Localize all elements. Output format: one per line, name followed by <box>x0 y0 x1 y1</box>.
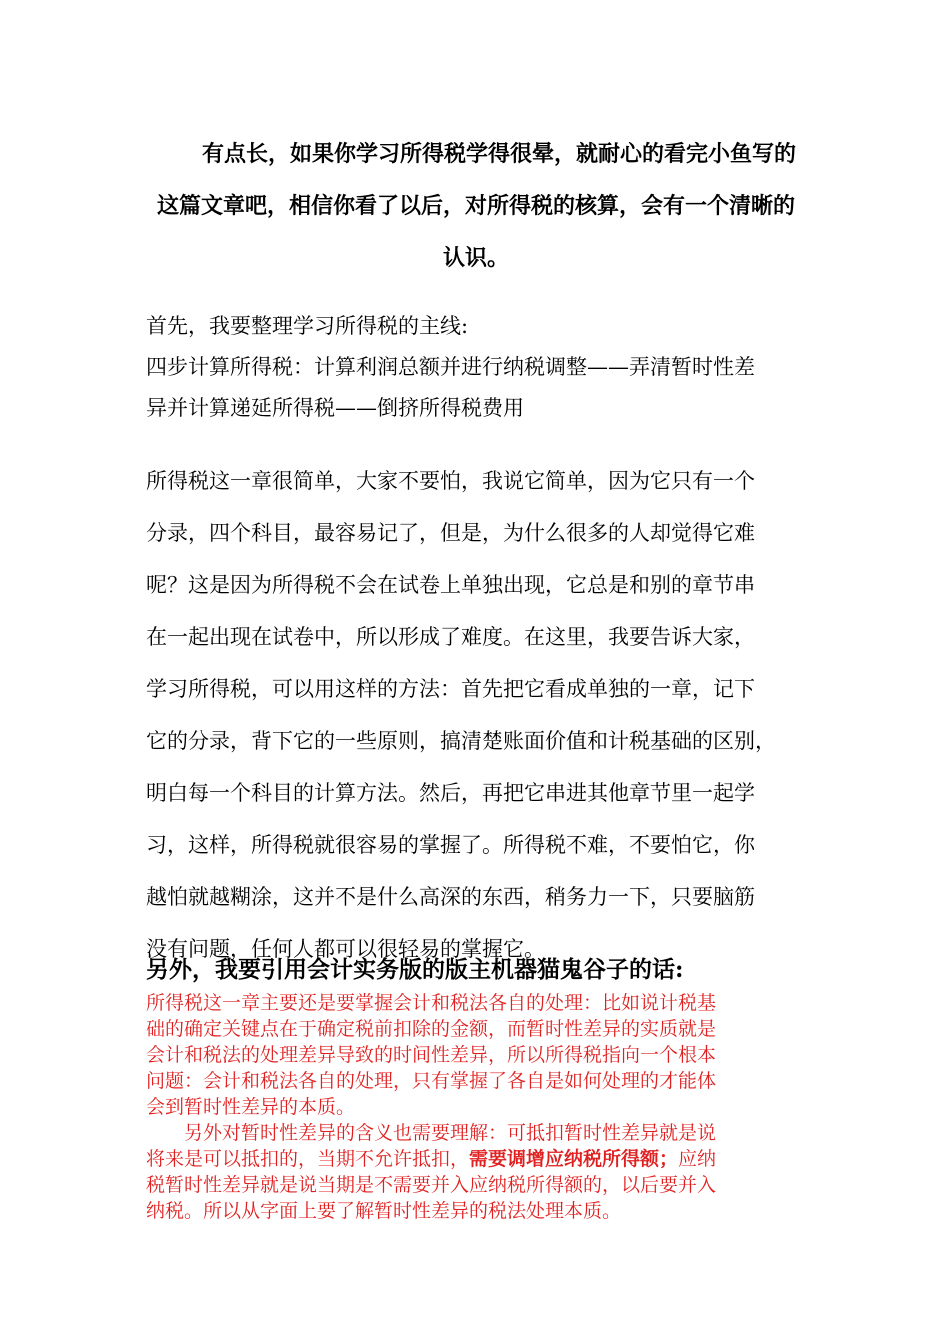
main-line: 明白每一个科目的计算方法。然后，再把它串进其他章节里一起学 <box>146 781 755 805</box>
quote-text: 应纳 <box>678 1148 717 1170</box>
outline-line: 异并计算递延所得税——倒挤所得税费用 <box>146 396 524 420</box>
intro-line: 有点长，如果你学习所得税学得很晕，就耐心的看完小鱼写的 <box>201 141 796 167</box>
quote-line: 纳税。所以从字面上要了解暂时性差异的税法处理本质。 <box>146 1200 622 1222</box>
main-line: 学习所得税，可以用这样的方法：首先把它看成单独的一章，记下 <box>146 677 755 701</box>
quote-emphasis: 需要调增应纳税所得额； <box>469 1148 679 1170</box>
intro-line: 这篇文章吧，相信你看了以后，对所得税的核算，会有一个清晰的 <box>156 193 795 219</box>
quote-block <box>146 990 806 1224</box>
main-line: 越怕就越糊涂，这并不是什么高深的东西，稍务力一下，只要脑筋 <box>146 885 755 909</box>
main-line: 它的分录，背下它的一些原则，搞清楚账面价值和计税基础的区别， <box>146 729 776 753</box>
main-line: 习，这样，所得税就很容易的掌握了。所得税不难，不要怕它，你 <box>146 833 755 857</box>
quote-heading: 另外，我要引用会计实务版的版主机器猫鬼谷子的话: <box>146 956 684 983</box>
main-line: 呢？这是因为所得税不会在试卷上单独出现，它总是和别的章节串 <box>146 573 755 597</box>
main-line: 所得税这一章很简单，大家不要怕，我说它简单，因为它只有一个 <box>146 469 755 493</box>
outline-line: 四步计算所得税：计算利润总额并进行纳税调整——弄清暂时性差 <box>146 355 755 379</box>
quote-line-mixed <box>146 1146 806 1172</box>
quote-line: 税暂时性差异就是说当期是不需要并入应纳税所得额的，以后要并入 <box>146 1174 717 1196</box>
quote-line: 会计和税法的处理差异导致的时间性差异，所以所得税指向一个根本 <box>146 1044 717 1066</box>
quote-line: 另外对暂时性差异的含义也需要理解：可抵扣暂时性差异就是说 <box>184 1122 717 1144</box>
quote-line: 所得税这一章主要还是要掌握会计和税法各自的处理：比如说计税基 <box>146 992 717 1014</box>
quote-text: 将来是可以抵扣的，当期不允许抵扣， <box>146 1148 470 1170</box>
quote-line: 会到暂时性差异的本质。 <box>146 1096 356 1118</box>
main-line: 在一起出现在试卷中，所以形成了难度。在这里，我要告诉大家， <box>146 625 755 649</box>
main-paragraph <box>146 455 806 975</box>
main-line: 分录，四个科目，最容易记了，但是，为什么很多的人却觉得它难 <box>146 521 755 545</box>
quote-line: 问题：会计和税法各自的处理，只有掌握了各自是如何处理的才能体 <box>146 1070 717 1092</box>
main-line: 没有问题，任何人都可以很轻易的掌握它。 <box>146 937 545 961</box>
intro-line: 认识。 <box>442 245 509 271</box>
intro-paragraph <box>146 128 806 284</box>
outline-line: 首先，我要整理学习所得税的主线: <box>146 314 469 338</box>
quote-line: 础的确定关键点在于确定税前扣除的金额，而暂时性差异的实质就是 <box>146 1018 717 1040</box>
outline-paragraph <box>146 306 806 429</box>
